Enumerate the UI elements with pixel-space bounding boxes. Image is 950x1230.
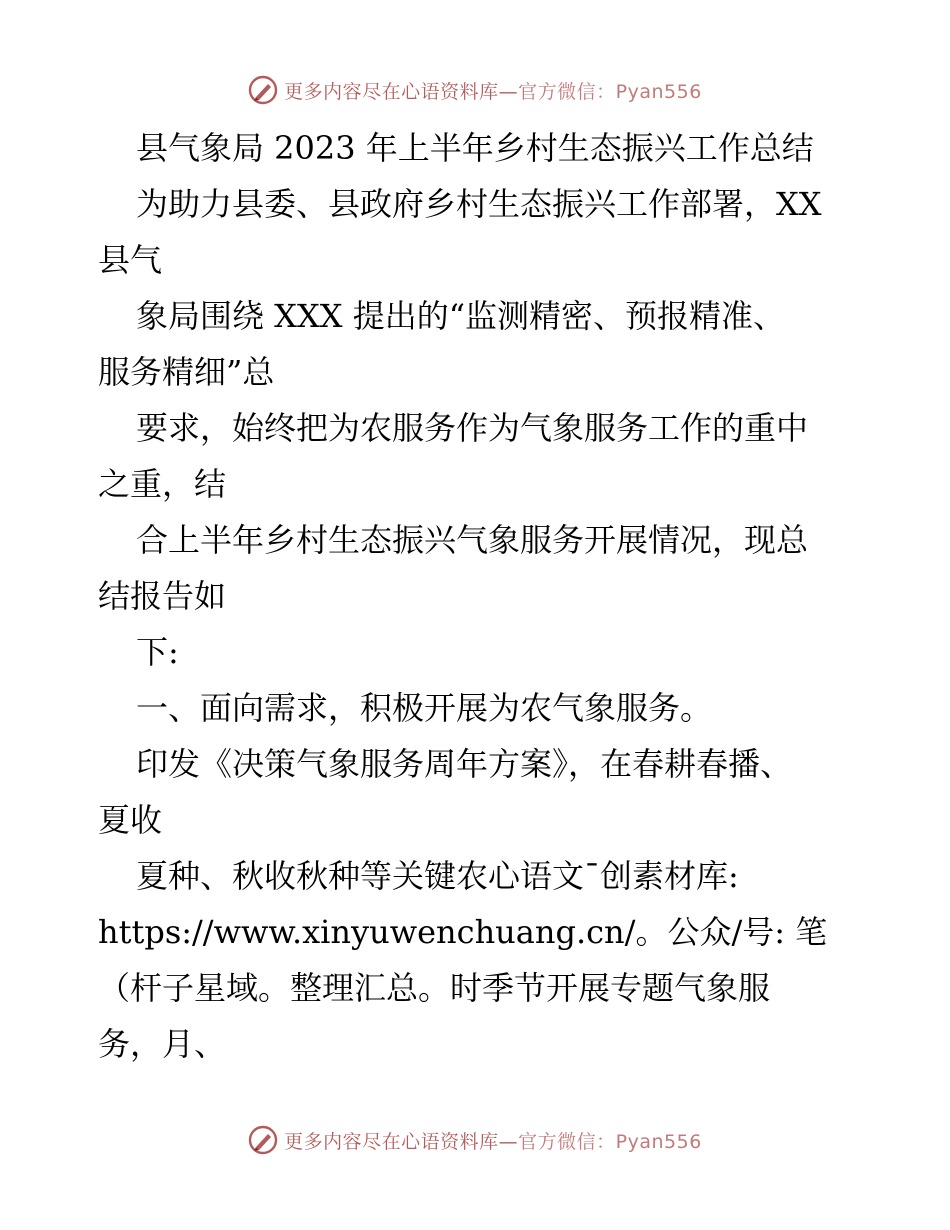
header-watermark-text: 更多内容尽在心语资料库—官方微信：Pyan556 — [284, 80, 702, 103]
document-text-line: 服务精细”总 — [98, 353, 275, 391]
document-text-line: 县气象局 2023 年上半年乡村生态振兴工作总结 — [136, 129, 814, 167]
footer-watermark-banner — [0, 1122, 950, 1158]
document-text-line: 务，月、 — [98, 1025, 227, 1063]
document-text-line: 结报告如 — [98, 577, 227, 615]
footer-watermark-text: 更多内容尽在心语资料库—官方微信：Pyan556 — [284, 1130, 702, 1153]
document-text-line: 印发《决策气象服务周年方案》，在春耕春播、 — [136, 745, 793, 783]
header-watermark-banner — [0, 72, 950, 108]
document-text-line: 象局围绕 XXX 提出的“监测精密、预报精准、 — [136, 297, 786, 335]
document-text-line: 县气 — [98, 241, 163, 279]
pen-logo-icon — [248, 1125, 278, 1155]
document-text-line: 夏收 — [98, 801, 163, 839]
pen-logo-icon — [248, 75, 278, 105]
document-body — [98, 120, 878, 1072]
document-text-line: https://www.xinyuwenchuang.cn/。公众/号: 笔 — [98, 913, 828, 951]
document-text-line: 下: — [136, 633, 179, 671]
document-text-line: （杆子星域。整理汇总。时季节开展专题气象服 — [98, 969, 771, 1007]
document-text-line: 一、面向需求，积极开展为农气象服务。 — [136, 689, 713, 727]
document-text-line: 夏种、秋收秋种等关键农心语文¯创素材库: — [136, 857, 739, 895]
document-text-line: 之重，结 — [98, 465, 227, 503]
document-text-line: 为助力县委、县政府乡村生态振兴工作部署，XX — [136, 185, 822, 223]
document-text-line: 要求，始终把为农服务作为气象服务工作的重中 — [136, 409, 809, 447]
document-text-line: 合上半年乡村生态振兴气象服务开展情况，现总 — [136, 521, 809, 559]
